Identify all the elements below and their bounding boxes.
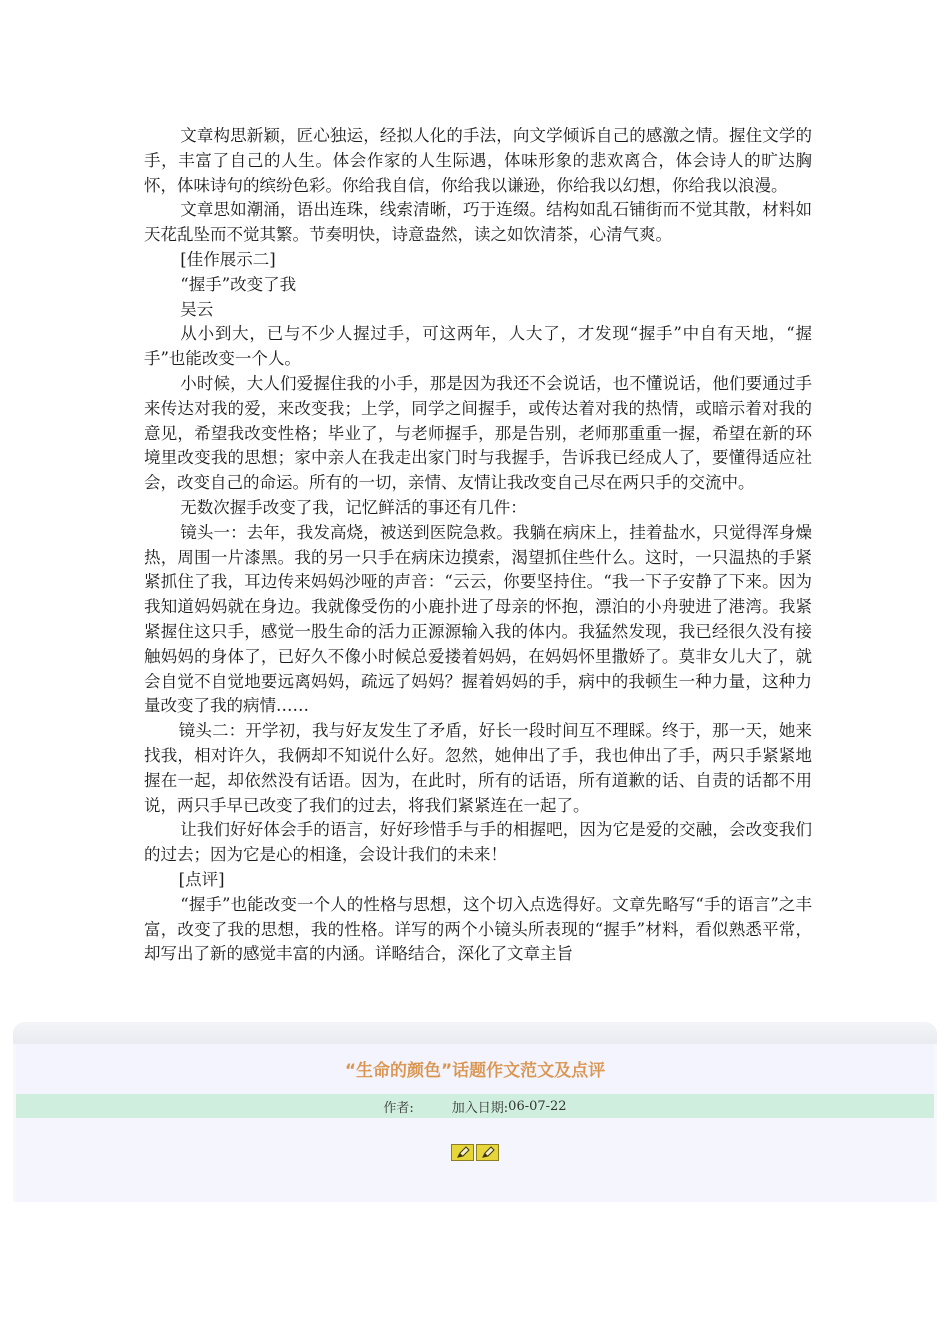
article-body [144, 124, 812, 967]
meta-bar [16, 1094, 934, 1118]
review-paragraph: “握手”也能改变一个人的性格与思想，这个切入点选得好。文章先略写“手的语言”之丰富，改变了我的思想，我的性格。详写的两个小镜头所表现的“握手”材料，看似熟悉平常，却写出了新的感觉丰富的内涵。详略结合，深化了文章主旨 [144, 894, 812, 964]
essay-title: “握手”改变了我 [180, 274, 297, 294]
essay-paragraph-2: 小时候，大人们爱握住我的小手，那是因为我还不会说话，也不懂说话，他们要通过手来传达对我的爱，来改变我；上学，同学之间握手，或传达着对我的热情，或暗示着对我的意见，希望我改变性格；毕业了，与老师握手，那是告别，老师那重重一握，希望在新的环境里改变我的思想；家中亲人在我走出家门时与我握手，告诉我已经成人了，要懂得适应社会，改变自己的命运。所有的一切，亲情、友情让我改变自己尽在两只手的交流中。 [144, 373, 812, 493]
card-top-border [13, 1022, 937, 1044]
date-label: 加入日期: [451, 1100, 509, 1116]
article-info-card [13, 1022, 937, 1202]
essay-paragraph-1: 从小到大，已与不少人握过手，可这两年，人大了，才发现“握手”中自有天地，“握手”也能改变一个人。 [144, 324, 812, 369]
essay-paragraph-4: 镜头一：去年，我发高烧，被送到医院急救。我躺在病床上，挂着盐水，只觉得浑身燥热，周围一片漆黑。我的另一只手在病床边摸索，渴望抓住些什么。这时，一只温热的手紧紧抓住了我，耳边传来妈妈沙哑的声音：“云云，你要坚持住。“我一下子安静了下来。因为我知道妈妈就在身边。我就像受伤的小鹿扑进了母亲的怀抱，漂泊的小舟驶进了港湾。我紧紧握住这只手，感觉一股生命的活力正源源输入我的体内。我猛然发现，我已经很久没有接触妈妈的身体了，已好久不像小时候总爱搂着妈妈，在妈妈怀里撒娇了。莫非女儿大了，就会自觉不自觉地要远离妈妈，疏远了妈妈？握着妈妈的手，病中的我顿生一种力量，这种力量改变了我的病情…… [144, 522, 812, 716]
card-title: “生命的颜色”话题作文范文及点评 [344, 1061, 606, 1081]
icon-toolbar [451, 1144, 499, 1161]
date-value: 06-07-22 [508, 1098, 567, 1114]
commentary-paragraph-1: 文章构思新颖，匠心独运，经拟人化的手法，向文学倾诉自己的感激之情。握住文学的手，丰富了自己的人生。体会作家的人生际遇，体味形象的悲欢离合，体会诗人的旷达胸怀，体味诗句的缤纷色彩。你给我自信，你给我以谦逊，你给我以幻想，你给我以浪漫。 [144, 126, 812, 195]
essay-author: 吴云 [180, 299, 214, 319]
essay-paragraph-5: 镜头二：开学初，我与好友发生了矛盾，好长一段时间互不理睬。终于，那一天，她来找我，相对许久，我俩却不知说什么好。忽然，她伸出了手，我也伸出了手，两只手紧紧地握在一起，却依然没有话语。因为，在此时，所有的话语，所有道歉的话、自责的话都不用说，两只手早已改变了我们的过去，将我们紧紧连在一起了。 [144, 721, 812, 815]
essay-paragraph-3: 无数次握手改变了我，记忆鲜活的事还有几件： [180, 497, 527, 517]
essay-paragraph-6: 让我们好好体会手的语言，好好珍惜手与手的相握吧，因为它是爱的交融，会改变我们的过去；因为它是心的相逢，会设计我们的未来！ [144, 820, 812, 865]
review-heading: [点评] [178, 869, 225, 889]
section-heading: [佳作展示二] [180, 249, 276, 269]
author-label: 作者: [383, 1100, 414, 1116]
pencil-icon[interactable] [451, 1144, 474, 1161]
pencil-icon[interactable] [476, 1144, 499, 1161]
commentary-paragraph-2: 文章思如潮涌，语出连珠，线索清晰，巧于连缀。结构如乱石铺街而不觉其散，材料如天花乱坠而不觉其繁。节奏明快，诗意盎然，读之如饮清茶，心清气爽。 [144, 200, 812, 245]
